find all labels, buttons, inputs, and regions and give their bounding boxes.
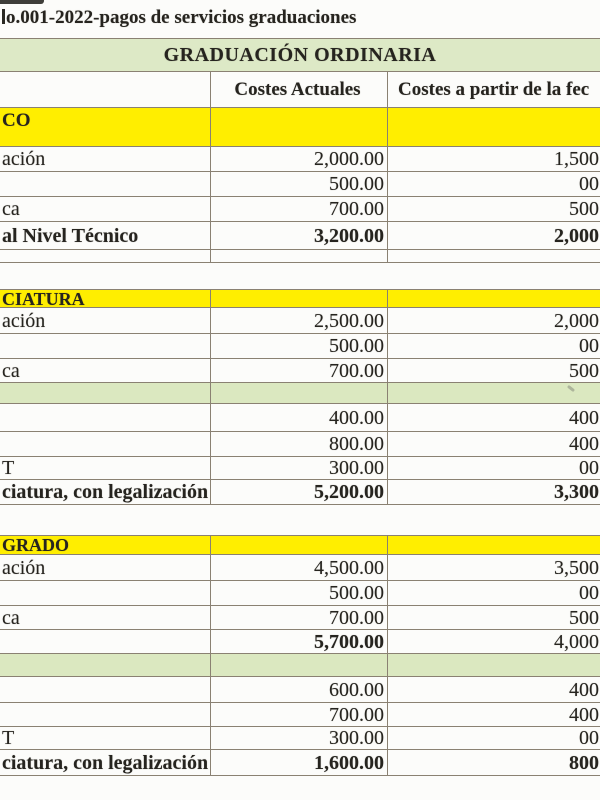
table-row: [0, 677, 600, 703]
table-graduacion-ordinaria: [0, 38, 600, 263]
section-cell: [387, 290, 600, 308]
row-label: ciatura, con legalización: [2, 481, 209, 503]
row-label: [0, 677, 210, 702]
cost-new-cell: 00: [387, 457, 600, 479]
table-gap: [0, 263, 600, 289]
cost-new-cell: [387, 250, 600, 262]
table-row: [0, 359, 600, 383]
cost-new-cell: 1,500: [387, 147, 600, 171]
clipped-letter-fragment: [2, 9, 5, 24]
cost-actual-cell: [210, 250, 387, 262]
cost-actual-cell: 4,500.00: [210, 555, 387, 580]
row-label: [0, 654, 210, 676]
row-label: T: [2, 727, 15, 749]
table-total-row: [0, 480, 600, 505]
row-label: ca: [2, 198, 20, 220]
header-costes-nuevos: Costes a partir de la fec: [387, 72, 600, 107]
cost-actual-cell: 300.00: [210, 727, 387, 749]
row-label: ación: [2, 556, 46, 579]
cost-actual-cell: 3,200.00: [210, 222, 387, 249]
header-label-cell: [0, 72, 210, 107]
table-gap: [0, 505, 600, 535]
table-row: [0, 147, 600, 172]
table-row: [0, 555, 600, 581]
table-total-row: [0, 750, 600, 776]
section-row-licenciatura: [0, 289, 600, 308]
section-header: GRADO: [2, 535, 69, 555]
document-title-text: o.001-2022-pagos de servicios graduaciones: [6, 7, 357, 28]
cost-actual-cell: 300.00: [210, 457, 387, 479]
row-label: [0, 404, 210, 431]
cost-new-cell: 00: [387, 581, 600, 605]
row-label: [0, 630, 210, 653]
section-row-nivel-tecnico: [0, 108, 600, 147]
section-cell: [387, 536, 600, 554]
header-costes-actuales: Costes Actuales: [210, 72, 387, 107]
table-row: [0, 404, 600, 432]
row-label: ación: [2, 309, 46, 332]
cost-actual-cell: 2,500.00: [210, 308, 387, 333]
row-label: [0, 383, 210, 403]
cost-actual-cell: 700.00: [210, 606, 387, 629]
table-row: [0, 308, 600, 334]
cost-new-cell: 2,000: [387, 308, 600, 333]
scan-edge-artifact: [0, 0, 44, 4]
cost-new-cell: 3,500: [387, 555, 600, 580]
row-label: [0, 172, 210, 196]
cost-new-cell: 4,000: [387, 630, 600, 653]
cost-new-cell: 500: [387, 359, 600, 382]
cost-actual-cell: 700.00: [210, 197, 387, 221]
row-label: ca: [2, 359, 20, 382]
table-row: [0, 432, 600, 457]
table-band-row: [0, 383, 600, 404]
row-label: [0, 703, 210, 726]
cost-actual-cell: 1,600.00: [210, 750, 387, 775]
document-title: [2, 7, 356, 29]
table-row: [0, 727, 600, 750]
row-label: [0, 432, 210, 456]
table-total-row: [0, 222, 600, 250]
table-licenciatura: [0, 289, 600, 505]
cost-new-cell: 2,000: [387, 222, 600, 249]
cost-new-cell: 500: [387, 197, 600, 221]
section-cell: [210, 290, 387, 308]
table-row: [0, 334, 600, 359]
row-label: ación: [2, 148, 46, 170]
cost-new-cell: 800: [387, 750, 600, 775]
cost-new-cell: [387, 654, 600, 676]
cost-actual-cell: 5,700.00: [210, 630, 387, 653]
cost-new-cell: 00: [387, 727, 600, 749]
table-band-row: [0, 654, 600, 677]
cost-actual-cell: 500.00: [210, 581, 387, 605]
cost-actual-cell: [210, 654, 387, 676]
section-cell: [210, 536, 387, 554]
table-row: [0, 172, 600, 197]
cost-new-cell: 400: [387, 432, 600, 456]
cost-actual-cell: 2,000.00: [210, 147, 387, 171]
cost-actual-cell: 400.00: [210, 404, 387, 431]
cost-actual-cell: 700.00: [210, 703, 387, 726]
row-label: al Nivel Técnico: [2, 224, 139, 247]
row-label: [0, 250, 210, 262]
cost-new-cell: 00: [387, 172, 600, 196]
row-label: ca: [2, 606, 20, 629]
row-label: T: [2, 457, 15, 479]
cost-actual-cell: 800.00: [210, 432, 387, 456]
table-empty-row: [0, 250, 600, 263]
section-cell: [387, 108, 600, 146]
cost-actual-cell: 5,200.00: [210, 480, 387, 504]
cost-new-cell: 400: [387, 404, 600, 431]
cost-actual-cell: 500.00: [210, 172, 387, 196]
cost-actual-cell: 700.00: [210, 359, 387, 382]
cost-new-cell: 00: [387, 334, 600, 358]
table-posgrado: [0, 535, 600, 776]
row-label: ciatura, con legalización: [2, 751, 209, 774]
table-subtotal-row: [0, 630, 600, 654]
table-row: [0, 581, 600, 606]
cost-new-cell: 400: [387, 677, 600, 702]
section-row-posgrado: [0, 535, 600, 555]
table-title: GRADUACIÓN ORDINARIA: [0, 38, 600, 72]
cost-new-cell: 3,300: [387, 480, 600, 504]
cost-new-cell: 500: [387, 606, 600, 629]
table-row: [0, 606, 600, 630]
cost-actual-cell: [210, 383, 387, 403]
table-row: [0, 197, 600, 222]
cost-actual-cell: 600.00: [210, 677, 387, 702]
section-cell: [210, 108, 387, 146]
row-label: [0, 334, 210, 358]
table-row: [0, 457, 600, 480]
table-row: [0, 703, 600, 727]
cost-new-cell: 400: [387, 703, 600, 726]
row-label: [0, 581, 210, 605]
table-header-row: [0, 72, 600, 108]
section-header: CIATURA: [2, 289, 85, 309]
section-header: CO: [2, 110, 31, 131]
cost-actual-cell: 500.00: [210, 334, 387, 358]
